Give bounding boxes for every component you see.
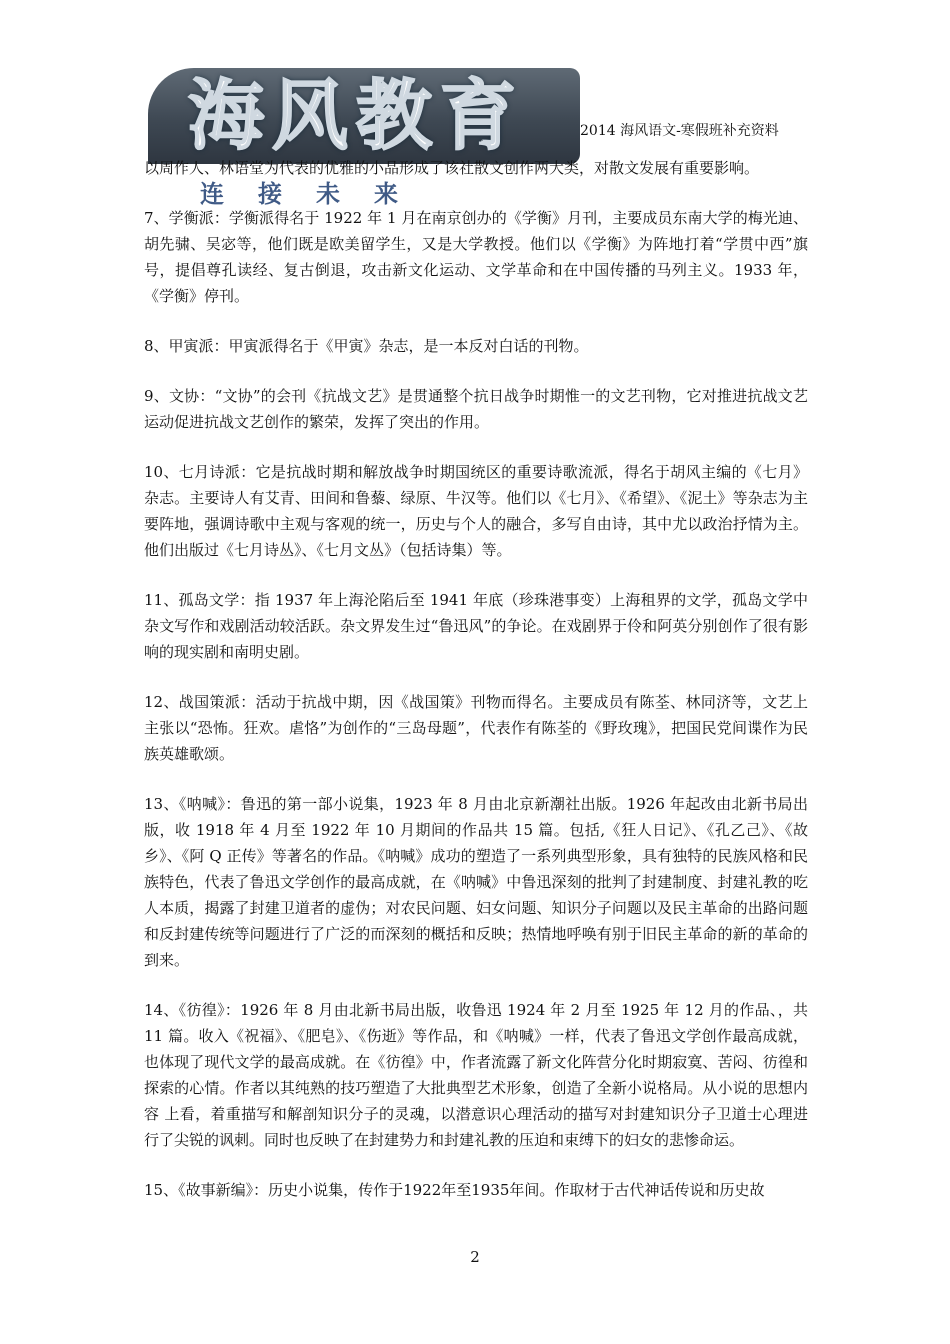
paragraph-continuation: 以周作人、林语堂为代表的优雅的小品形成了该社散文创作两大类，对散文发展有重要影响。	[144, 159, 760, 177]
header-note: 2014 海风语文-寒假班补充资料	[580, 123, 779, 139]
paragraph-xuehengpai: 7、学衡派：学衡派得名于 1922 年 1 月在南京创办的《学衡》月刊，主要成员东南大学的梅光迪、胡先骕、吴宓等，他们既是欧美留学生，又是大学教授。他们以《学衡》为阵地打着“学贯中西”旗号，提倡尊孔读经、复古倒退，攻击新文化运动、文学革命和在中国传播的马列主义。1933 年，《学衡》停刊。	[144, 209, 808, 305]
paragraph-qiyue-shipai: 10、七月诗派：它是抗战时期和解放战争时期国统区的重要诗歌流派，得名于胡风主编的《七月》杂志。主要诗人有艾青、田间和鲁藜、绿原、牛汉等。他们以《七月》、《希望》、《泥土》等杂志为主要阵地，强调诗歌中主观与客观的统一，历史与个人的融合，多写自由诗，其中尤以政治抒情为主。他们出版过《七月诗丛》、《七月文丛》（包括诗集）等。	[144, 463, 808, 559]
logo-banner	[148, 68, 580, 164]
paragraph-wenxie: 9、文协：“文协”的会刊《抗战文艺》是贯通整个抗日战争时期惟一的文艺刊物，它对推进抗战文艺运动促进抗战文艺创作的繁荣，发挥了突出的作用。	[144, 387, 808, 431]
paragraph-gushi-xinbian: 15、《故事新编》：历史小说集，传作于1922年至1935年间。作取材于古代神话传说和历史故	[144, 1181, 765, 1199]
page-number: 2	[470, 1248, 480, 1266]
logo-slogan: 连接未来	[200, 180, 432, 208]
paragraph-zhanguoce-pai: 12、战国策派：活动于抗战中期，因《战国策》刊物而得名。主要成员有陈荃、林同济等，文艺上主张以“恐怖。狂欢。虐恪”为创作的“三岛母题”，代表作有陈荃的《野玫瑰》，把国民党间谍作为民族英雄歌颂。	[144, 693, 808, 763]
paragraph-gudao-wenxue: 11、孤岛文学：指 1937 年上海沦陷后至 1941 年底（珍珠港事变）上海租界的文学，孤岛文学中杂文写作和戏剧活动较活跃。杂文界发生过“鲁迅风”的争论。在戏剧界于伶和阿英分别创作了很有影响的现实剧和南明史剧。	[144, 591, 808, 661]
paragraph-panghuang: 14、《彷徨》：1926 年 8 月由北新书局出版，收鲁迅 1924 年 2 月至 1925 年 12 月的作品、，共 11 篇。收入《祝福》、《肥皂》、《伤逝》等作品，和《呐喊》一样，代表了鲁迅文学创作最高成就，也体现了现代文学的最高成就。在《彷徨》中，作者流露了新文化阵营分化时期寂寞、苦闷、彷徨和探索的心情。作者以其纯熟的技巧塑造了大批典型艺术形象，创造了全新小说格局。从小说的思想内容 上看，着重描写和解剖知识分子的灵魂，以潜意识心理活动的描写对封建知识分子卫道士心理进行了尖锐的讽刺。同时也反映了在封建势力和封建礼教的压迫和束缚下的妇女的悲惨命运。	[144, 1001, 808, 1149]
paragraph-nahan: 13、《呐喊》：鲁迅的第一部小说集，1923 年 8 月由北京新潮社出版。1926 年起改由北新书局出版，收 1918 年 4 月至 1922 年 10 月期间的作品共 15 篇。包括,《狂人日记》、《孔乙己》、《故乡》、《阿 Q 正传》等著名的作品。《呐喊》成功的塑造了一系列典型形象，具有独特的民族风格和民族特色，代表了鲁迅文学创作的最高成就，在《呐喊》中鲁迅深刻的批判了封建制度、封建礼教的吃人本质，揭露了封建卫道者的虚伪；对农民问题、妇女问题、知识分子问题以及民主革命的出路问题和反封建传统等问题进行了广泛的而深刻的概括和反映；热情地呼唤有别于旧民主革命的新的革命的到来。	[144, 795, 808, 969]
logo-title: 海风教育	[188, 71, 524, 160]
paragraph-jiayinpai: 8、甲寅派：甲寅派得名于《甲寅》杂志，是一本反对白话的刊物。	[144, 337, 589, 355]
document-body	[144, 155, 808, 1203]
